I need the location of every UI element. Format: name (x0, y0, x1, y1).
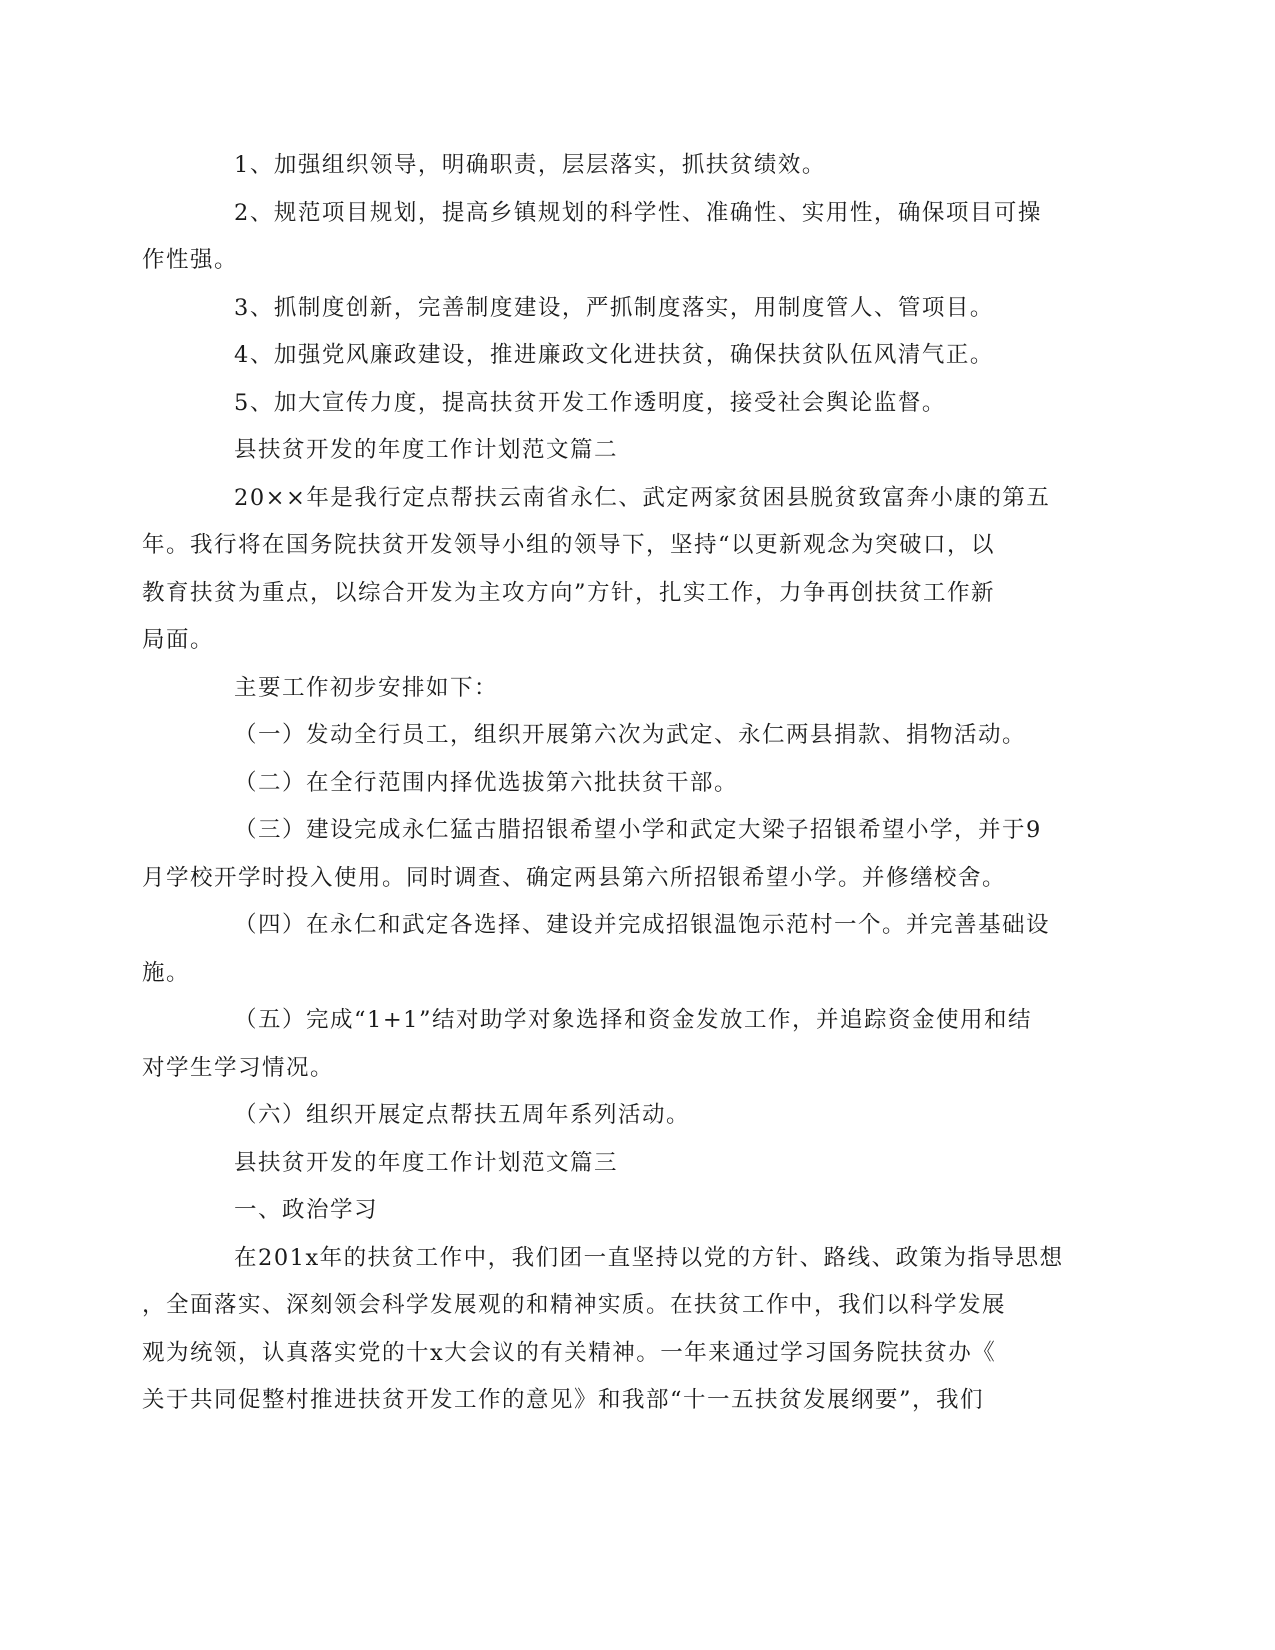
text-line: ，全面落实、深刻领会科学发展观的和精神实质。在扶贫工作中，我们以科学发展 (142, 1292, 1007, 1318)
paragraph (188, 142, 1088, 190)
text-line: 施。 (142, 959, 191, 986)
paragraph (142, 475, 1088, 665)
text-line: 教育扶贫为重点，以综合开发为主攻方向”方针，扎实工作，力争再创扶贫工作新 (142, 579, 996, 606)
text-line: 主要工作初步安排如下： (234, 674, 499, 701)
text-line: （一）发动全行员工，组织开展第六次为武定、永仁两县捐款、捐物活动。 (234, 722, 1027, 748)
text-line: 在201x年的扶贫工作中，我们团一直坚持以党的方针、路线、政策为指导思想 (234, 1244, 1064, 1271)
paragraph (142, 190, 1088, 285)
paragraph (142, 902, 1088, 997)
text-line: （二）在全行范围内择优选拔第六批扶贫干部。 (234, 769, 739, 796)
text-line: 县扶贫开发的年度工作计划范文篇二 (234, 437, 619, 463)
text-line: 5、加大宣传力度，提高扶贫开发工作透明度，接受社会舆论监督。 (234, 389, 946, 416)
text-line: 局面。 (142, 627, 215, 653)
text-line: 20××年是我行定点帮扶云南省永仁、武定两家贫困县脱贫致富奔小康的第五 (234, 484, 1051, 511)
text-line: （六）组织开展定点帮扶五周年系列活动。 (234, 1102, 691, 1128)
text-line: 关于共同促整村推进扶贫开发工作的意见》和我部“十一五扶贫发展纲要”，我们 (142, 1387, 985, 1413)
paragraph (188, 332, 1088, 380)
text-line: 县扶贫开发的年度工作计划范文篇三 (234, 1149, 619, 1176)
paragraph (188, 712, 1088, 760)
text-line: （三）建设完成永仁猛古腊招银希望小学和武定大梁子招银希望小学，并于9 (234, 817, 1042, 843)
text-line: 观为统领，认真落实党的十x大会议的有关精神。一年来通过学习国务院扶贫办《 (142, 1339, 997, 1366)
text-line: 2、规范项目规划，提高乡镇规划的科学性、准确性、实用性，确保项目可操 (234, 199, 1042, 226)
text-line: 月学校开学时投入使用。同时调查、确定两县第六所招银希望小学。并修缮校舍。 (142, 864, 1007, 891)
text-line: 作性强。 (142, 247, 239, 273)
paragraph (188, 285, 1088, 333)
text-line: （五）完成“1+1”结对助学对象选择和资金发放工作，并追踪资金使用和结 (234, 1007, 1032, 1033)
paragraph (188, 1092, 1088, 1140)
document-body (142, 142, 1088, 1425)
text-line: 年。我行将在国务院扶贫开发领导小组的领导下，坚持“以更新观念为突破口，以 (142, 532, 996, 558)
paragraph (188, 760, 1088, 808)
paragraph (188, 665, 1088, 713)
text-line: 一、政治学习 (234, 1197, 379, 1223)
paragraph (142, 997, 1088, 1092)
text-line: 对学生学习情况。 (142, 1054, 335, 1081)
paragraph (188, 427, 1088, 475)
paragraph (188, 380, 1088, 428)
paragraph (188, 1140, 1088, 1188)
paragraph (142, 1235, 1088, 1425)
text-line: 1、加强组织领导，明确职责，层层落实，抓扶贫绩效。 (234, 152, 826, 178)
paragraph (188, 1187, 1088, 1235)
text-line: （四）在永仁和武定各选择、建设并完成招银温饱示范村一个。并完善基础设 (234, 912, 1051, 938)
text-line: 4、加强党风廉政建设，推进廉政文化进扶贫，确保扶贫队伍风清气正。 (234, 342, 994, 368)
paragraph (142, 807, 1088, 902)
text-line: 3、抓制度创新，完善制度建设，严抓制度落实，用制度管人、管项目。 (234, 294, 994, 321)
